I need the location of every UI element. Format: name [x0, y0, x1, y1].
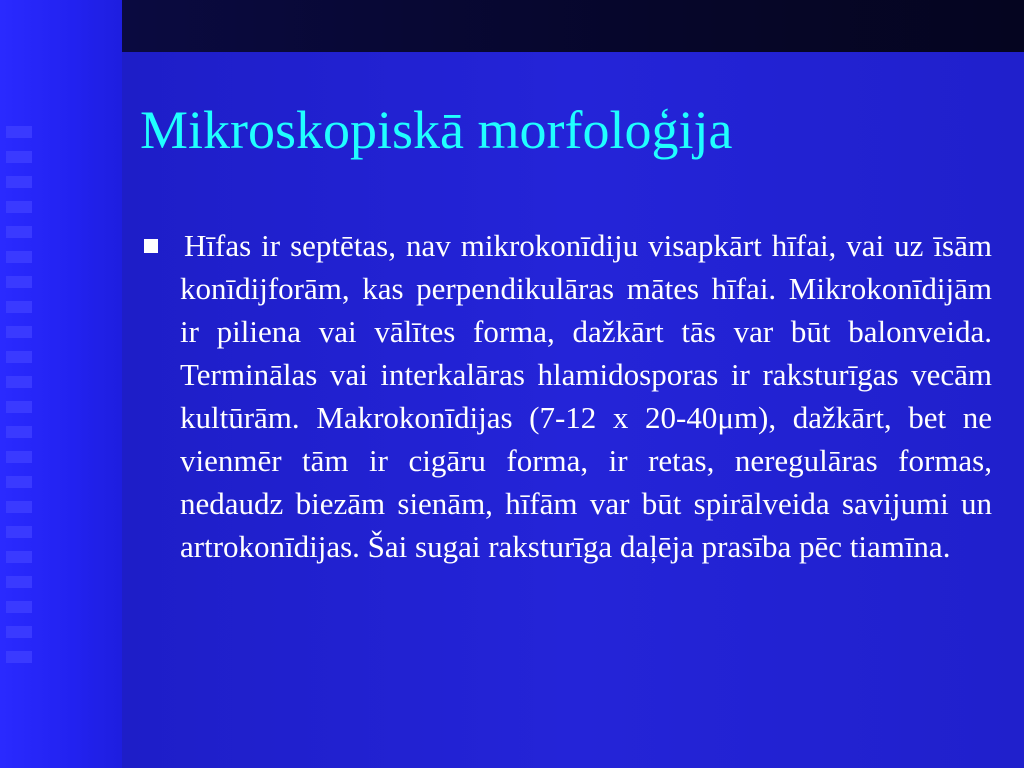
left-decorative-strip	[0, 0, 122, 768]
slide-title: Mikroskopiskā morfoloģija	[140, 100, 733, 160]
top-decorative-bar	[122, 0, 1024, 52]
decorative-squares	[6, 126, 32, 666]
bullet-paragraph: Hīfas ir septētas, nav mikrokonīdiju visapkārt hīfai, vai uz īsām konīdijforām, kas perpendikulāras mātes hīfai. Mikrokonīdijām ir piliena vai vālītes forma, dažkārt tās var būt balonveida. Terminālas vai interkalāras hlamidosporas ir raksturīgas vecām kultūrām. Makrokonīdijas (7-12 x 20-40μm), dažkārt, bet ne vienmēr tām ir cigāru forma, ir retas, neregulāras formas, nedaudz biezām sienām, hīfām var būt spirālveida savijumi un artrokonīdijas. Šai sugai raksturīga daļēja prasība pēc tiamīna.	[180, 228, 992, 564]
square-bullet-icon	[144, 239, 158, 253]
